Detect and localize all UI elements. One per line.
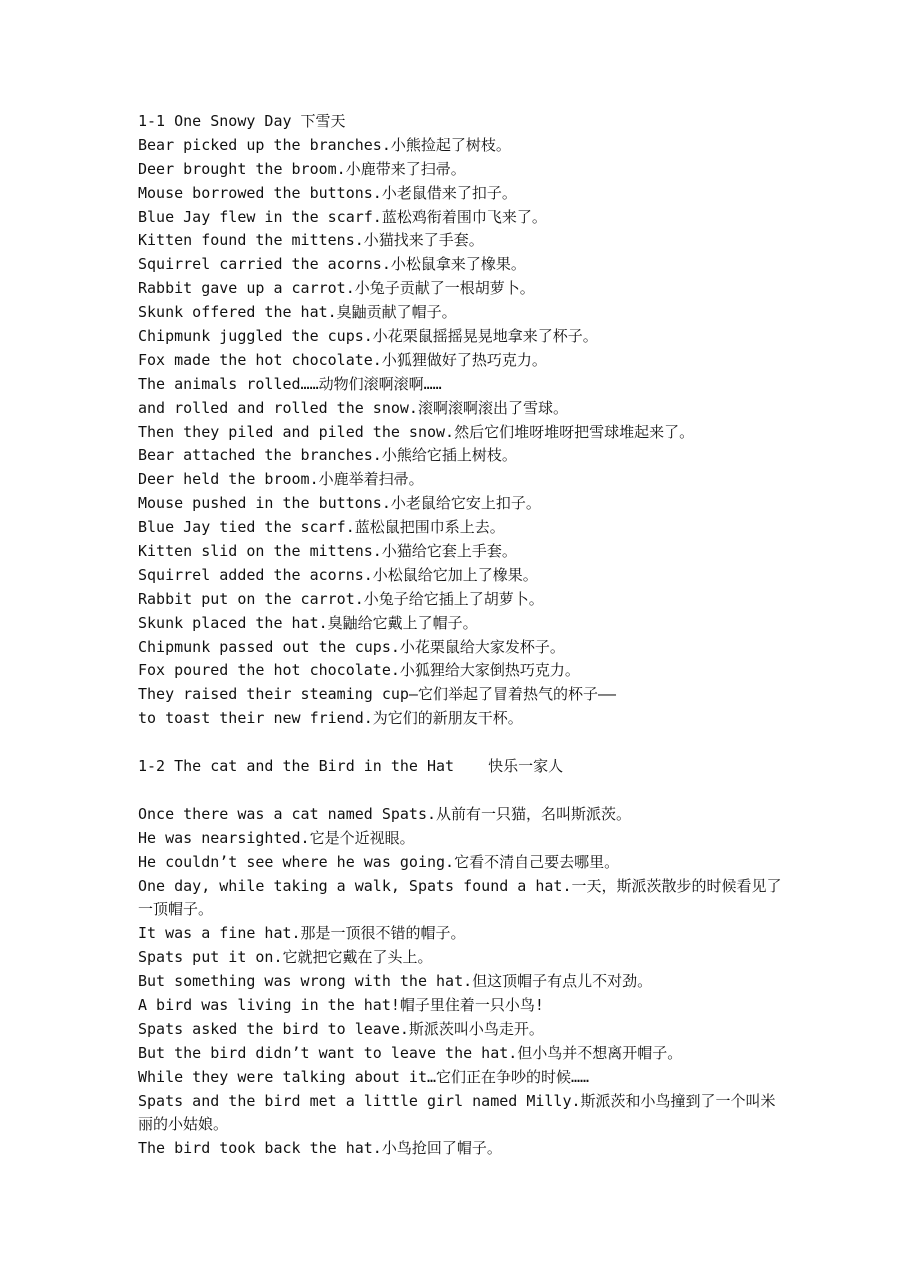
section-1-body [138, 134, 788, 731]
text-line: Chipmunk juggled the cups.小花栗鼠摇摇晃晃地拿来了杯子。 [138, 327, 598, 346]
text-line: Spats put it on.它就把它戴在了头上。 [138, 948, 433, 967]
text-line: Once there was a cat named Spats.从前有一只猫，名叫斯派茨。 [138, 804, 632, 823]
text-line: While they were talking about it…它们正在争吵的时候…… [138, 1067, 590, 1086]
section-1-title: 1-1 One Snowy Day 下雪天 [138, 112, 346, 130]
section-2-title-en: 1-2 The cat and the Bird in the Hat [138, 757, 455, 776]
text-line: One day, while taking a walk, Spats found a hat.一天，斯派茨散步的时候看见了一顶帽子。 [138, 876, 782, 919]
text-line: The animals rolled……动物们滚啊滚啊…… [138, 374, 442, 393]
text-line: Bear picked up the branches.小熊捡起了树枝。 [138, 135, 511, 154]
text-line: Spats and the bird met a little girl named Milly.斯派茨和小鸟撞到了一个叫米丽的小姑娘。 [138, 1091, 776, 1134]
text-line: Rabbit gave up a carrot.小兔子贡献了一根胡萝卜。 [138, 279, 535, 298]
text-line: to toast their new friend.为它们的新朋友干杯。 [138, 709, 523, 728]
text-line: Rabbit put on the carrot.小兔子给它插上了胡萝卜。 [138, 589, 544, 608]
text-line: But something was wrong with the hat.但这顶帽子有点儿不对劲。 [138, 972, 653, 991]
spacer [138, 779, 788, 803]
text-line: He was nearsighted.它是个近视眼。 [138, 828, 415, 847]
text-line: Then they piled and piled the snow.然后它们堆呀堆呀把雪球堆起来了。 [138, 422, 695, 441]
text-line: Mouse borrowed the buttons.小老鼠借来了扣子。 [138, 183, 517, 202]
text-line: But the bird didn’t want to leave the hat.但小鸟并不想离开帽子。 [138, 1043, 683, 1062]
text-line: Skunk offered the hat.臭鼬贡献了帽子。 [138, 303, 457, 322]
text-line: It was a fine hat.那是一顶很不错的帽子。 [138, 924, 466, 943]
text-line: Spats asked the bird to leave.斯派茨叫小鸟走开。 [138, 1019, 544, 1038]
text-line: Fox poured the hot chocolate.小狐狸给大家倒热巧克力。 [138, 661, 580, 680]
section-2-title [138, 755, 788, 779]
text-line: Deer brought the broom.小鹿带来了扫帚。 [138, 159, 466, 178]
text-line: Blue Jay flew in the scarf.蓝松鸡衔着围巾飞来了。 [138, 207, 547, 226]
text-line: Blue Jay tied the scarf.蓝松鼠把围巾系上去。 [138, 518, 505, 537]
text-line: Kitten found the mittens.小猫找来了手套。 [138, 231, 484, 250]
text-line: He couldn’t see where he was going.它看不清自己要去哪里。 [138, 852, 620, 871]
text-line: The bird took back the hat.小鸟抢回了帽子。 [138, 1139, 502, 1158]
text-line: A bird was living in the hat!帽子里住着一只小鸟! [138, 995, 544, 1014]
text-line: Kitten slid on the mittens.小猫给它套上手套。 [138, 542, 517, 561]
text-line: Fox made the hot chocolate.小狐狸做好了热巧克力。 [138, 350, 547, 369]
text-line: Squirrel added the acorns.小松鼠给它加上了橡果。 [138, 565, 538, 584]
text-line: Chipmunk passed out the cups.小花栗鼠给大家发杯子。 [138, 637, 565, 656]
section-2-body [138, 803, 788, 1161]
spacer [138, 731, 788, 755]
text-line: and rolled and rolled the snow.滚啊滚啊滚出了雪球。 [138, 398, 568, 417]
section-2-title-zh: 快乐一家人 [488, 757, 564, 776]
text-line: Bear attached the branches.小熊给它插上树枝。 [138, 446, 517, 465]
document-page [138, 110, 788, 1161]
text-line: They raised their steaming cup—它们举起了冒着热气的杯子—— [138, 685, 617, 704]
text-line: Mouse pushed in the buttons.小老鼠给它安上扣子。 [138, 494, 541, 513]
text-line: Squirrel carried the acorns.小松鼠拿来了橡果。 [138, 255, 526, 274]
text-line: Skunk placed the hat.臭鼬给它戴上了帽子。 [138, 613, 478, 632]
text-line: Deer held the broom.小鹿举着扫帚。 [138, 470, 424, 489]
